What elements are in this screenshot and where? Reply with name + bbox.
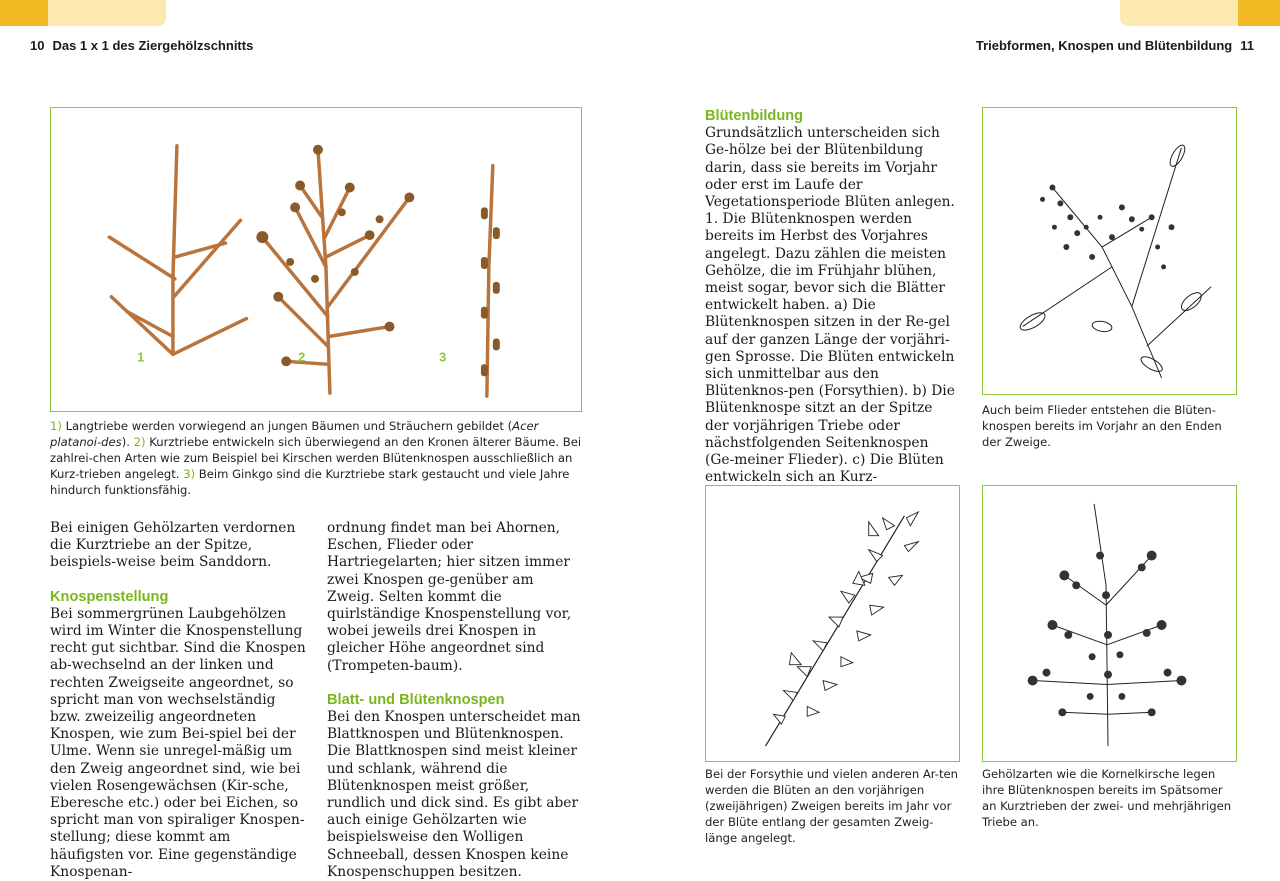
branch-label-1: 1 (137, 349, 145, 365)
caption-marker-2: 2) (133, 435, 146, 449)
cornel-figure (982, 485, 1237, 762)
caption-text-3: Beim Ginkgo sind die Kurztriebe stark gestaucht und viele Jahre hindurch funktionsfähig. (50, 467, 570, 497)
left-tab-extension (48, 0, 166, 26)
right-tab-extension (1120, 0, 1238, 26)
lilac-figure (982, 107, 1237, 395)
knospenanordnung-paragraph: ordnung findet man bei Ahornen, Eschen, Flieder oder Hartriegelarten; hier sitzen immer zwei Knospen ge-genüber am Zweig. Selten kommt die quirlständige Knospenstellung vor, wobei jeweils drei Knospen in gleicher Höhe angeordnet sind (Trompeten-baum). (327, 520, 572, 674)
twig-illustration (51, 108, 581, 411)
left-page-number: 10 (30, 38, 45, 53)
left-column-2 (327, 520, 585, 881)
lilac-illustration (983, 108, 1236, 394)
left-running-head (22, 38, 253, 53)
caption-text-1: Langtriebe werden vorwiegend an jungen Bäumen und Sträuchern gebildet ( (61, 419, 513, 433)
twig-figure-caption (50, 418, 582, 498)
forsythia-figure (705, 485, 960, 762)
twig-figure (50, 107, 582, 412)
bluetenbildung-paragraph: Grundsätzlich unterscheiden sich Ge-hölze bei der Blütenbildung darin, dass sie bereits im Vorjahr oder erst im Laufe der Vegetationsperiode Blüten anlegen. 1. Die Blütenknospen werden bereits im Herbst des Vorjahres angelegt. Dazu zählen die meisten Gehölze, die im Frühjahr blühen, meist sogar, bevor sich die Blätter entwickelt haben. a) Die Blütenknospen sitzen in der Re-gel auf der ganzen Länge der vorjähri-gen Sprosse. Die Blüten entwickeln sich unmittelbar aus den Blütenknos-pen (Forsythien). b) Die Blütenknospe sitzt an der Spitze der vorjährigen Triebe oder nächstfolgenden Seitenknospen (Ge-meiner Flieder). c) Die Blüten entwickeln sich an Kurz- (705, 125, 955, 486)
right-column-1 (705, 108, 957, 486)
blatt-bluetenknospen-paragraph: Bei den Knospen unterscheidet man Blattknospen und Blütenknospen. Die Blattknospen sind meist kleiner und schlank, während die Blütenknospen meist größer, rundlich und dick sind. Es gibt aber auch einige Gehölzarten wie beispielsweise den Wolligen Schneeball, dessen Knospen keine Knospenschuppen besitzen. (327, 709, 581, 880)
forsythia-illustration (706, 486, 959, 761)
caption-text-1b: ). (121, 435, 134, 449)
bluetenbildung-heading: Blütenbildung (705, 108, 804, 124)
branch-label-3: 3 (439, 349, 447, 365)
knospenstellung-paragraph: Bei sommergrünen Laubgehölzen wird im Winter die Knospenstellung recht gut sichtbar. Sind die Knospen ab-wechselnd an der linken und rechten Zweigseite angeordnet, so spricht man von wechselständig bzw. zweizeilig angeordneten Knospen, wie zum Bei-spiel bei der Ulme. Wenn sie unregel-mäßig um den Zweig angeordnet sind, wie bei vielen Rosengewächsen (Kir-sche, Eberesche etc.) oder bei Eichen, so spricht man von spiraliger Knospen-stellung; diese kommt am häufigsten vor. Eine gegenständige Knospenan- (50, 605, 306, 880)
caption-marker-1: 1) (50, 419, 62, 433)
right-corner-tab (1238, 0, 1280, 26)
caption-species: Acer platanoi-des (50, 419, 539, 449)
cornel-illustration (983, 486, 1236, 761)
caption-marker-3: 3) (183, 467, 196, 481)
right-running-title: Triebformen, Knospen und Blütenbildung (975, 38, 1233, 53)
forsythia-caption: Bei der Forsythie und vielen anderen Ar-ten werden die Blüten an den vorjährigen (zweijährigen) Zweigen bereits im Jahr vor der Blüte entlang der gesamten Zweig-länge angelegt. (705, 767, 959, 845)
left-column-1 (50, 520, 308, 881)
left-running-title: Das 1 x 1 des Ziergehölzschnitts (52, 38, 254, 53)
left-corner-tab (0, 0, 48, 26)
caption-text-2: Kurztriebe entwickeln sich überwiegend an den Kronen älterer Bäume. Bei zahlrei-chen Arten wie zum Beispiel bei Kirschen werden Blütenknospen ausschließlich an Kurz-trieben angelegt. (50, 435, 582, 481)
knospenstellung-heading: Knospenstellung (50, 588, 169, 605)
right-running-head (976, 38, 1262, 53)
right-page-number: 11 (1240, 38, 1254, 53)
blatt-bluetenknospen-heading: Blatt- und Blütenknospen (327, 691, 505, 708)
cornel-caption: Gehölzarten wie die Kornelkirsche legen ihre Blütenknospen bereits im Spätsomer an Kurztrieben der zwei- und mehrjährigen Triebe an. (982, 767, 1232, 829)
lilac-caption: Auch beim Flieder entstehen die Blüten-knospen bereits im Vorjahr an den Enden der Zweige. (982, 403, 1222, 449)
sanddorn-paragraph: Bei einigen Gehölzarten verdornen die Kurztriebe an der Spitze, beispiels-weise beim Sanddorn. (50, 520, 296, 571)
branch-label-2: 2 (298, 349, 306, 365)
